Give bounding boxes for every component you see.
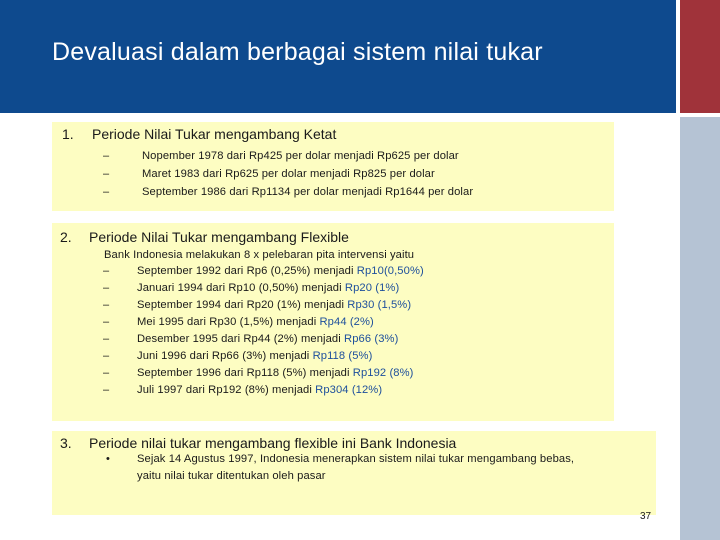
list-bullet: – (103, 350, 110, 362)
section-1-heading: Periode Nilai Tukar mengambang Ketat (92, 126, 337, 142)
section-2-heading: Periode Nilai Tukar mengambang Flexible (89, 229, 349, 245)
highlight-value: Rp10(0,50%) (356, 265, 424, 277)
section-3-number: 3. (60, 435, 72, 451)
title-bar (0, 0, 676, 113)
list-bullet: – (103, 168, 110, 180)
list-bullet: – (103, 333, 110, 345)
list-bullet: – (103, 186, 110, 198)
list-item: Desember 1995 dari Rp44 (2%) menjadi Rp66 (3%) (137, 333, 399, 345)
list-bullet: – (103, 299, 110, 311)
highlight-value: Rp30 (1,5%) (347, 299, 412, 311)
highlight-value: Rp20 (1%) (344, 282, 400, 294)
list-bullet: – (103, 265, 110, 277)
list-item-continuation: yaitu nilai tukar ditentukan oleh pasar (137, 470, 326, 482)
list-item: Juli 1997 dari Rp192 (8%) menjadi Rp304 (12%) (137, 384, 383, 396)
highlight-value: Rp66 (3%) (344, 333, 399, 345)
section-2-intro: Bank Indonesia melakukan 8 x pelebaran pita intervensi yaitu (104, 249, 415, 261)
list-item: September 1986 dari Rp1134 per dolar menjadi Rp1644 per dolar (142, 186, 474, 198)
list-bullet: – (103, 367, 110, 379)
side-accent-gray (680, 117, 720, 540)
list-bullet: – (103, 150, 110, 162)
highlight-value: Rp44 (2%) (319, 316, 374, 328)
section-3-heading: Periode nilai tukar mengambang flexible ini Bank Indonesia (89, 435, 457, 451)
list-item: Juni 1996 dari Rp66 (3%) menjadi Rp118 (5%) (137, 350, 373, 362)
list-bullet: – (103, 282, 110, 294)
side-accent-red (680, 0, 720, 113)
section-2-number: 2. (60, 229, 72, 245)
list-bullet: • (106, 453, 110, 465)
page-number: 37 (640, 511, 652, 522)
list-item: September 1994 dari Rp20 (1%) menjadi Rp30 (1,5%) (137, 299, 412, 311)
list-item: Januari 1994 dari Rp10 (0,50%) menjadi Rp20 (1%) (137, 282, 400, 294)
slide-title: Devaluasi dalam berbagai sistem nilai tukar (52, 38, 543, 66)
highlight-value: Rp304 (12%) (315, 384, 383, 396)
list-bullet: – (103, 384, 110, 396)
list-bullet: – (103, 316, 110, 328)
highlight-value: Rp192 (8%) (352, 367, 414, 379)
section-1-number: 1. (62, 126, 74, 142)
list-item: Maret 1983 dari Rp625 per dolar menjadi Rp825 per dolar (142, 168, 435, 180)
list-item: Nopember 1978 dari Rp425 per dolar menjadi Rp625 per dolar (142, 150, 459, 162)
list-item: Sejak 14 Agustus 1997, Indonesia menerapkan sistem nilai tukar mengambang bebas, (137, 453, 575, 465)
list-item: September 1996 dari Rp118 (5%) menjadi Rp192 (8%) (137, 367, 414, 379)
list-item: Mei 1995 dari Rp30 (1,5%) menjadi Rp44 (2%) (137, 316, 374, 328)
highlight-value: Rp118 (5%) (312, 350, 373, 362)
list-item: September 1992 dari Rp6 (0,25%) menjadi Rp10(0,50%) (137, 265, 424, 277)
